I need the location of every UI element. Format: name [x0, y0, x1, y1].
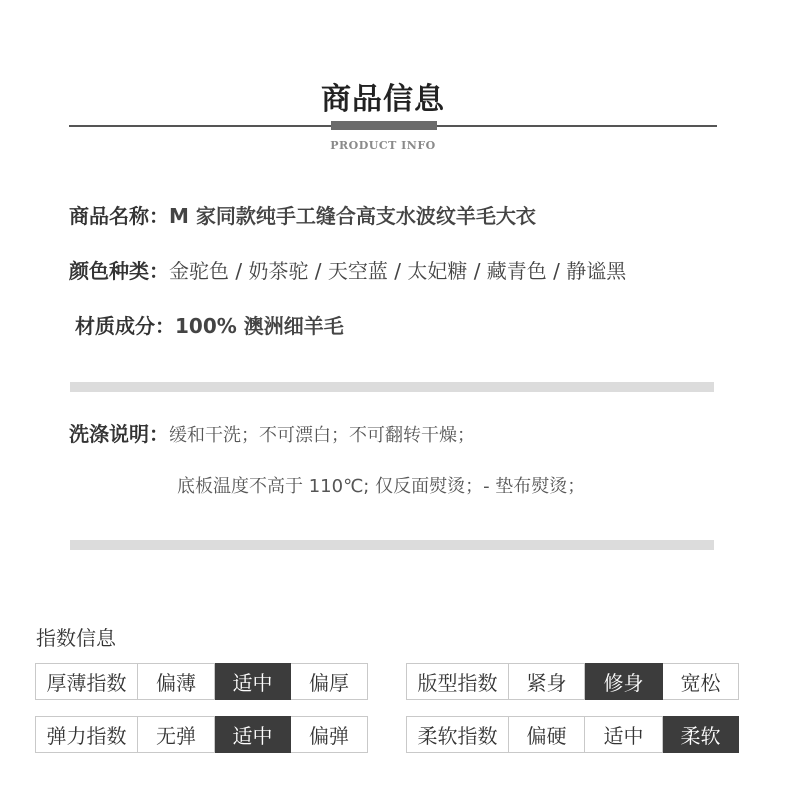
product-name-value: M 家同款纯手工缝合高支水波纹羊毛大衣 — [169, 204, 536, 228]
material-row — [75, 310, 344, 339]
index-option-selected: 适中 — [215, 664, 291, 700]
section-divider-top — [70, 382, 714, 392]
page-subtitle: PRODUCT INFO — [330, 139, 436, 152]
index-table-elasticity — [35, 716, 368, 753]
index-option-selected: 修身 — [585, 664, 663, 700]
index-option-selected: 柔软 — [663, 717, 739, 753]
color-value: 金驼色 / 奶茶驼 / 天空蓝 / 太妃糖 / 藏青色 / 静谧黑 — [169, 259, 627, 283]
index-name: 厚薄指数 — [36, 664, 138, 700]
product-name-row — [69, 200, 536, 229]
index-table-softness — [406, 716, 739, 753]
index-table-thickness — [35, 663, 368, 700]
index-option: 偏弹 — [291, 717, 368, 753]
color-row — [69, 255, 626, 284]
index-table-fit — [406, 663, 739, 700]
index-option: 偏硬 — [509, 717, 585, 753]
page-title: 商品信息 — [321, 82, 445, 117]
product-name-label: 商品名称： — [69, 204, 169, 228]
section-divider-bottom — [70, 540, 714, 550]
index-option-selected: 适中 — [215, 717, 291, 753]
washing-line-1: 缓和干洗；不可漂白；不可翻转干燥； — [169, 425, 475, 446]
title-rule-accent — [331, 121, 437, 130]
index-heading: 指数信息 — [36, 626, 116, 650]
washing-row — [69, 418, 475, 447]
washing-line-2: 底板温度不高于 110℃; 仅反面熨烫；- 垫布熨烫； — [177, 476, 586, 497]
index-name: 版型指数 — [407, 664, 509, 700]
index-option: 紧身 — [509, 664, 585, 700]
index-option: 无弹 — [138, 717, 215, 753]
color-label: 颜色种类： — [69, 259, 169, 283]
material-value: 100% 澳洲细羊毛 — [175, 314, 344, 338]
index-option: 偏厚 — [291, 664, 368, 700]
index-name: 弹力指数 — [36, 717, 138, 753]
index-option: 适中 — [585, 717, 663, 753]
material-label: 材质成分： — [75, 314, 175, 338]
index-option: 宽松 — [663, 664, 739, 700]
washing-label: 洗涤说明： — [69, 422, 169, 446]
index-option: 偏薄 — [138, 664, 215, 700]
index-name: 柔软指数 — [407, 717, 509, 753]
